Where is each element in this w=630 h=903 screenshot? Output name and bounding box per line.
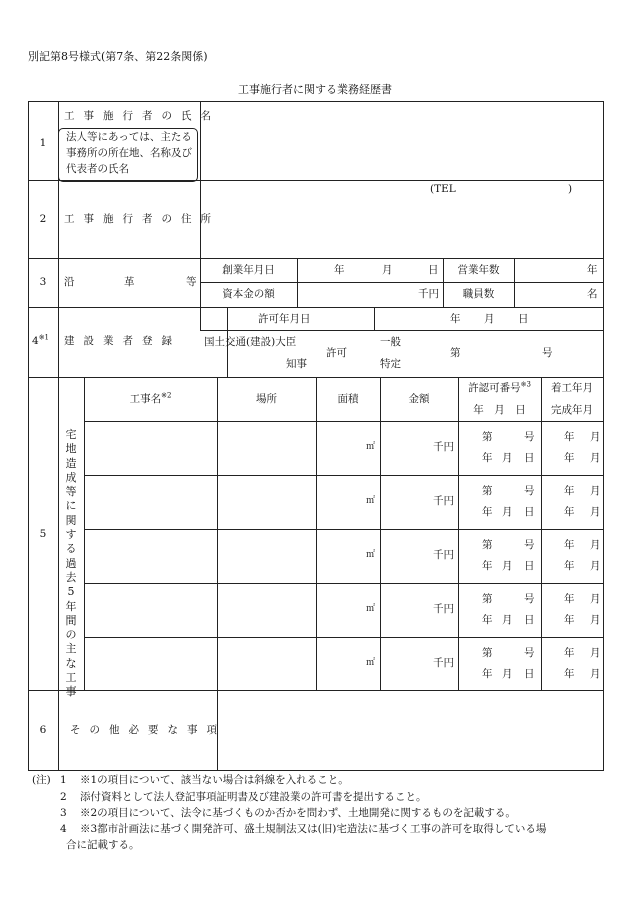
minister-label: 国土交通(建設)大臣 <box>204 336 297 348</box>
finish-year: 年 <box>564 506 575 518</box>
capital-label: 資本金の額 <box>222 288 275 300</box>
history-label-char: 沿 <box>64 276 75 288</box>
col-divider <box>458 377 459 690</box>
permit-month: 月 <box>502 506 513 518</box>
start-year: 年 <box>564 485 575 497</box>
note-num: 4 <box>60 823 67 835</box>
row-number: 6 <box>39 724 47 736</box>
sub-divider <box>200 282 603 283</box>
permit-day: 日 <box>524 452 535 464</box>
permit-day: 日 <box>524 614 535 626</box>
finish-month: 月 <box>590 668 601 680</box>
general-label: 一般 <box>380 336 401 348</box>
founded-year: 年 <box>334 264 345 276</box>
permit-day: 日 <box>524 560 535 572</box>
finish-month: 月 <box>590 452 601 464</box>
col-amount: 金額 <box>408 393 430 405</box>
work-name-cell[interactable] <box>85 476 216 529</box>
start-month: 月 <box>590 593 601 605</box>
number-column-divider <box>58 101 59 770</box>
start-month: 月 <box>590 647 601 659</box>
permit-day: 日 <box>518 313 529 325</box>
permit-month: 月 <box>502 560 513 572</box>
start-year: 年 <box>564 647 575 659</box>
permit-go: 号 <box>524 539 535 551</box>
amount-unit: 千円 <box>433 603 454 615</box>
bracket-line: 法人等にあっては、主たる <box>66 131 192 143</box>
sub-divider <box>374 307 375 330</box>
permit-dai: 第 <box>482 431 493 443</box>
notes-prefix: (注) <box>32 774 51 786</box>
col-finish: 完成年月 <box>551 404 593 416</box>
col-divider <box>541 377 542 690</box>
founded-label: 創業年月日 <box>222 264 275 276</box>
location-cell[interactable] <box>218 422 315 475</box>
dai-label: 第 <box>450 347 461 359</box>
permit-dai: 第 <box>482 647 493 659</box>
governor-label: 知事 <box>286 358 307 370</box>
field-label-name: 工事施行者の氏名 <box>64 110 220 122</box>
bracket-line: 代表者の氏名 <box>66 163 129 175</box>
note-continuation: 合に記載する。 <box>66 839 140 851</box>
work-name-cell[interactable] <box>85 584 216 637</box>
permit-dai: 第 <box>482 485 493 497</box>
name-input-area[interactable] <box>201 102 602 180</box>
permit-month: 月 <box>502 452 513 464</box>
row-number: 1 <box>39 137 47 149</box>
note-text: ※3都市計画法に基づく開発許可、盛土規制法又は(旧)宅造法に基づく工事の許可を取得している場 <box>80 823 547 835</box>
col-divider <box>380 377 381 690</box>
tel-open: (TEL <box>430 183 456 195</box>
area-unit: ㎡ <box>366 496 376 506</box>
sub-divider <box>200 307 201 330</box>
permit-go: 号 <box>524 431 535 443</box>
col-area: 面積 <box>337 393 359 405</box>
capital-unit: 千円 <box>418 288 439 300</box>
go-label: 号 <box>542 347 553 359</box>
permit-go: 号 <box>524 593 535 605</box>
permit-month: 月 <box>484 313 495 325</box>
permit-day: 日 <box>524 506 535 518</box>
permit-go: 号 <box>524 485 535 497</box>
amount-unit: 千円 <box>433 495 454 507</box>
work-name-cell[interactable] <box>85 530 216 583</box>
location-cell[interactable] <box>218 530 315 583</box>
field-label-other: その他必要な事項 <box>70 724 226 736</box>
permit-date-label: 許可年月日 <box>258 313 311 325</box>
employees-label: 職員数 <box>462 288 495 300</box>
history-label-char: 等 <box>186 276 197 288</box>
work-name-cell[interactable] <box>85 422 216 475</box>
location-cell[interactable] <box>218 638 315 691</box>
note-text: ※1の項目について、該当ない場合は斜線を入れること。 <box>80 774 349 786</box>
area-unit: ㎡ <box>366 658 376 668</box>
finish-year: 年 <box>564 614 575 626</box>
area-unit: ㎡ <box>366 604 376 614</box>
col-permit-no-text: 許認可番号 <box>468 382 521 394</box>
years-business-label: 営業年数 <box>457 264 500 276</box>
employees-unit: 名 <box>587 288 598 300</box>
finish-year: 年 <box>564 452 575 464</box>
finish-month: 月 <box>590 614 601 626</box>
permit-go: 号 <box>524 647 535 659</box>
area-unit: ㎡ <box>366 442 376 452</box>
address-input-area[interactable] <box>201 181 602 258</box>
row-number: 2 <box>39 213 47 225</box>
permit-day: 日 <box>524 668 535 680</box>
works-vertical-label: 宅地造成等に関する過去5年間の主な工事 <box>65 428 77 699</box>
permit-year: 年 <box>450 313 461 325</box>
permit-year: 年 <box>482 614 493 626</box>
sub-divider <box>297 258 298 307</box>
note-num: 3 <box>60 807 67 819</box>
permit-label: 許可 <box>326 347 347 359</box>
footnote-mark: ※1 <box>38 333 50 342</box>
specific-label: 特定 <box>380 358 401 370</box>
tel-close: ) <box>568 183 573 195</box>
row-number: 3 <box>39 276 47 288</box>
start-month: 月 <box>590 485 601 497</box>
start-month: 月 <box>590 539 601 551</box>
col-permit-date: 年 月 日 <box>473 404 526 416</box>
note-text: ※2の項目について、法令に基づくものか否かを問わず、土地開発に関するものを記載する。 <box>80 807 516 819</box>
finish-month: 月 <box>590 560 601 572</box>
start-year: 年 <box>564 539 575 551</box>
row-divider <box>28 307 603 308</box>
row-number: 5 <box>39 528 47 540</box>
note-text: 添付資料として法人登記事項証明書及び建設業の許可書を提出すること。 <box>80 791 427 803</box>
founded-month: 月 <box>382 264 393 276</box>
col-work-name <box>84 393 217 406</box>
row-divider <box>28 258 603 259</box>
bracket-line: 事務所の所在地、名称及び <box>66 147 192 159</box>
permit-year: 年 <box>482 560 493 572</box>
finish-year: 年 <box>564 668 575 680</box>
start-year: 年 <box>564 431 575 443</box>
sub-divider <box>200 330 603 331</box>
col-location: 場所 <box>256 393 277 405</box>
history-label-char: 革 <box>124 276 135 288</box>
finish-year: 年 <box>564 560 575 572</box>
other-input-area[interactable] <box>218 691 602 769</box>
finish-month: 月 <box>590 506 601 518</box>
location-cell[interactable] <box>218 584 315 637</box>
col-permit-no <box>458 382 541 395</box>
area-unit: ㎡ <box>366 550 376 560</box>
permit-year: 年 <box>482 506 493 518</box>
start-month: 月 <box>590 431 601 443</box>
row-number <box>32 335 49 348</box>
page-title: 工事施行者に関する業務経歴書 <box>238 83 392 96</box>
footnote-mark: ※2 <box>161 391 172 400</box>
permit-month: 月 <box>502 668 513 680</box>
col-divider <box>316 377 317 690</box>
permit-dai: 第 <box>482 593 493 605</box>
founded-day: 日 <box>428 264 439 276</box>
sub-divider <box>514 258 515 307</box>
col-work-name-text: 工事名 <box>129 393 162 405</box>
row-number-text: 4 <box>32 335 39 347</box>
permit-month: 月 <box>502 614 513 626</box>
note-num: 1 <box>60 774 67 786</box>
footnote-mark: ※3 <box>520 380 531 389</box>
location-cell[interactable] <box>218 476 315 529</box>
col-start: 着工年月 <box>551 382 593 394</box>
field-label-address: 工事施行者の住所 <box>64 213 220 225</box>
amount-unit: 千円 <box>433 549 454 561</box>
permit-dai: 第 <box>482 539 493 551</box>
amount-unit: 千円 <box>433 657 454 669</box>
work-name-cell[interactable] <box>85 638 216 691</box>
form-reference: 別記第8号様式(第7条、第22条関係) <box>28 50 208 63</box>
permit-year: 年 <box>482 452 493 464</box>
permit-year: 年 <box>482 668 493 680</box>
years-unit: 年 <box>587 264 598 276</box>
amount-unit: 千円 <box>433 441 454 453</box>
note-num: 2 <box>60 791 67 803</box>
field-label-registration: 建設業者登録 <box>64 335 181 347</box>
start-year: 年 <box>564 593 575 605</box>
